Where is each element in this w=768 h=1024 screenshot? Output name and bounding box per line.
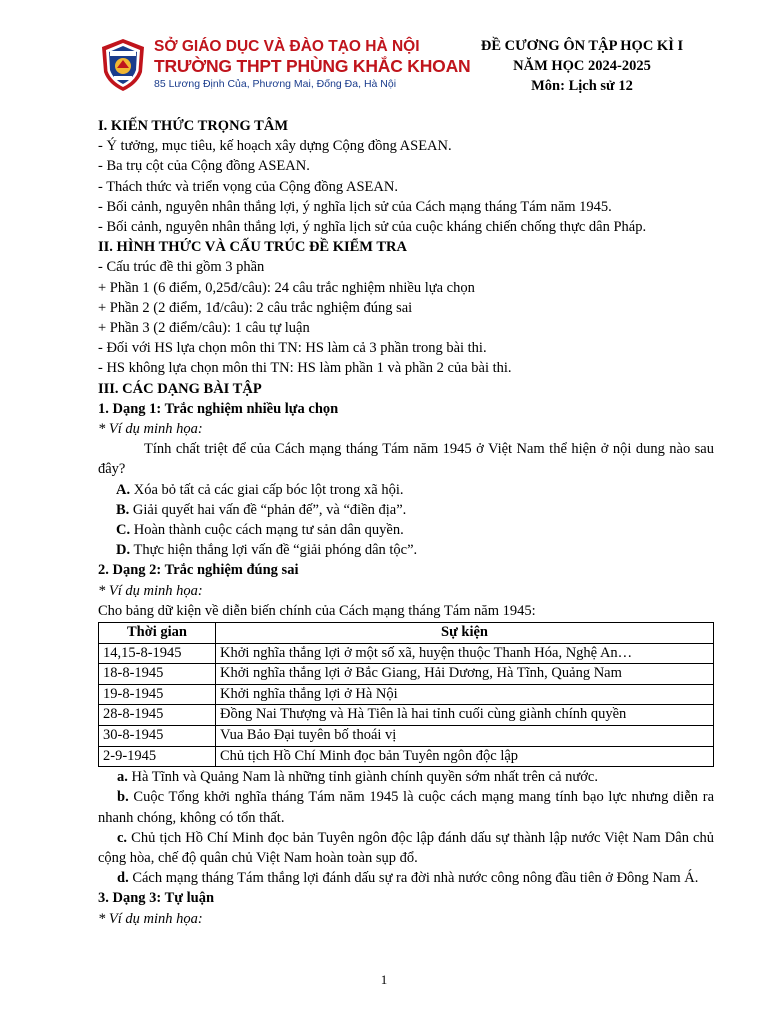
- list-item: + Phần 3 (2 điểm/câu): 1 câu tự luận: [98, 320, 310, 337]
- school-address: 85 Lương Định Của, Phương Mai, Đống Đa, Hà Nội: [154, 78, 397, 90]
- subject-name: Môn: Lịch sử 12: [531, 78, 633, 94]
- list-item: - Đối với HS lựa chọn môn thi TN: HS làm cả 3 phần trong bài thi.: [98, 340, 487, 357]
- table-header-row: [99, 623, 714, 644]
- option-text: Giải quyết hai vấn đề “phản đế”, và “điền địa”.: [129, 501, 407, 518]
- statement-text: Cách mạng tháng Tám thắng lợi đánh dấu sự ra đời nhà nước công nông đầu tiên ở Đông Nam Á.: [128, 870, 699, 887]
- option-letter: C.: [116, 522, 131, 539]
- table-row: [99, 664, 714, 685]
- statement-letter: c.: [117, 829, 128, 846]
- exam-title: ĐỀ CƯƠNG ÔN TẬP HỌC KÌ I: [480, 38, 684, 54]
- event-cell: Khởi nghĩa thắng lợi ở một số xã, huyện thuộc Thanh Hóa, Nghệ An…: [216, 643, 714, 664]
- table-row: [99, 726, 714, 747]
- statement-text: Chủ tịch Hồ Chí Minh đọc bản Tuyên ngôn độc lập đánh dấu sự thành lập nước Việt Nam Dân chủ cộng hòa, chế độ quân chủ Việt Nam hoàn toàn sụp đổ.: [98, 829, 714, 867]
- table-row: [99, 705, 714, 726]
- date-cell: 19-8-1945: [99, 684, 216, 705]
- question-text: Tính chất triệt để của Cách mạng tháng Tám năm 1945 ở Việt Nam thể hiện ở nội dung nào sau đây?: [98, 441, 714, 478]
- option-letter: B.: [116, 501, 130, 518]
- statement-letter: b.: [117, 789, 129, 806]
- table-intro: Cho bảng dữ kiện về diễn biến chính của Cách mạng tháng Tám năm 1945:: [98, 602, 536, 619]
- option-text: Thực hiện thắng lợi vấn đề “giải phóng dân tộc”.: [130, 542, 418, 559]
- event-cell: Vua Bảo Đại tuyên bố thoái vị: [216, 726, 714, 747]
- date-cell: 28-8-1945: [99, 705, 216, 726]
- event-cell: Chủ tịch Hồ Chí Minh đọc bản Tuyên ngôn độc lập: [216, 746, 714, 767]
- date-cell: 18-8-1945: [99, 664, 216, 685]
- section-heading: III. CÁC DẠNG BÀI TẬP: [98, 380, 262, 397]
- page-number: 1: [380, 972, 388, 987]
- answer-option: [98, 540, 714, 560]
- table-row: [99, 746, 714, 767]
- column-header: Sự kiện: [216, 623, 714, 644]
- answer-option: [98, 520, 714, 540]
- list-item: - Ý tưởng, mục tiêu, kế hoạch xây dựng Cộng đồng ASEAN.: [98, 138, 452, 155]
- option-text: Hoàn thành cuộc cách mạng tư sản dân quyền.: [130, 522, 404, 539]
- list-item: - Cấu trúc đề thi gồm 3 phần: [98, 259, 265, 276]
- events-table: [98, 622, 714, 767]
- example-label: * Ví dụ minh họa:: [98, 910, 203, 927]
- list-item: - Thách thức và triển vọng của Cộng đồng ASEAN.: [98, 178, 398, 195]
- list-item: + Phần 2 (2 điểm, 1đ/câu): 2 câu trắc nghiệm đúng sai: [98, 299, 413, 316]
- true-false-statement: [98, 868, 714, 888]
- school-year: NĂM HỌC 2024-2025: [513, 58, 651, 74]
- statement-letter: a.: [117, 769, 128, 786]
- section-heading: I. KIẾN THỨC TRỌNG TÂM: [98, 118, 289, 134]
- option-letter: A.: [116, 481, 131, 498]
- date-cell: 14,15-8-1945: [99, 643, 216, 664]
- list-item: - HS không lựa chọn môn thi TN: HS làm phần 1 và phần 2 của bài thi.: [98, 360, 512, 377]
- answer-option: [98, 480, 714, 500]
- date-cell: 30-8-1945: [99, 726, 216, 747]
- document-body: [98, 116, 714, 929]
- true-false-statement: [98, 767, 714, 787]
- subsection-heading: 3. Dạng 3: Tự luận: [98, 890, 215, 907]
- exam-info: [462, 36, 702, 96]
- true-false-statement: [98, 828, 714, 868]
- event-cell: Khởi nghĩa thắng lợi ở Hà Nội: [216, 684, 714, 705]
- answer-option: [98, 500, 714, 520]
- true-false-statement: [98, 787, 714, 827]
- list-item: + Phần 1 (6 điểm, 0,25đ/câu): 24 câu trắc nghiệm nhiều lựa chọn: [98, 279, 475, 296]
- subsection-heading: 2. Dạng 2: Trắc nghiệm đúng sai: [98, 562, 299, 579]
- table-row: [99, 643, 714, 664]
- event-cell: Đồng Nai Thượng và Hà Tiên là hai tỉnh cuối cùng giành chính quyền: [216, 705, 714, 726]
- list-item: - Bối cảnh, nguyên nhân thắng lợi, ý nghĩa lịch sử của cuộc kháng chiến chống thực dân Pháp.: [98, 219, 647, 236]
- option-text: Xóa bỏ tất cả các giai cấp bóc lột trong xã hội.: [130, 481, 404, 498]
- date-cell: 2-9-1945: [99, 746, 216, 767]
- event-cell: Khởi nghĩa thắng lợi ở Bắc Giang, Hải Dương, Hà Tĩnh, Quảng Nam: [216, 664, 714, 685]
- statement-text: Hà Tĩnh và Quảng Nam là những tỉnh giành chính quyền sớm nhất trên cả nước.: [127, 769, 598, 786]
- statement-letter: d.: [117, 870, 129, 887]
- document-header: [98, 36, 714, 96]
- subsection-heading: 1. Dạng 1: Trắc nghiệm nhiều lựa chọn: [98, 400, 339, 417]
- column-header: Thời gian: [99, 623, 216, 644]
- section-heading: II. HÌNH THỨC VÀ CẤU TRÚC ĐỀ KIỂM TRA: [98, 239, 407, 256]
- list-item: - Bối cảnh, nguyên nhân thắng lợi, ý nghĩa lịch sử của Cách mạng tháng Tám năm 1945.: [98, 198, 612, 215]
- school-name: TRƯỜNG THPT PHÙNG KHẮC KHOAN: [154, 56, 471, 76]
- table-row: [99, 684, 714, 705]
- option-letter: D.: [116, 542, 131, 559]
- statement-text: Cuộc Tổng khởi nghĩa tháng Tám năm 1945 là cuộc cách mạng mang tính bạo lực nhưng diễn ra nhanh chóng, không có tổn thất.: [98, 789, 714, 826]
- list-item: - Ba trụ cột của Cộng đồng ASEAN.: [98, 158, 310, 175]
- school-logo-icon: [100, 38, 146, 92]
- department-name: SỞ GIÁO DỤC VÀ ĐÀO TẠO HÀ NỘI: [154, 38, 420, 55]
- example-label: * Ví dụ minh họa:: [98, 421, 203, 438]
- example-label: * Ví dụ minh họa:: [98, 582, 203, 599]
